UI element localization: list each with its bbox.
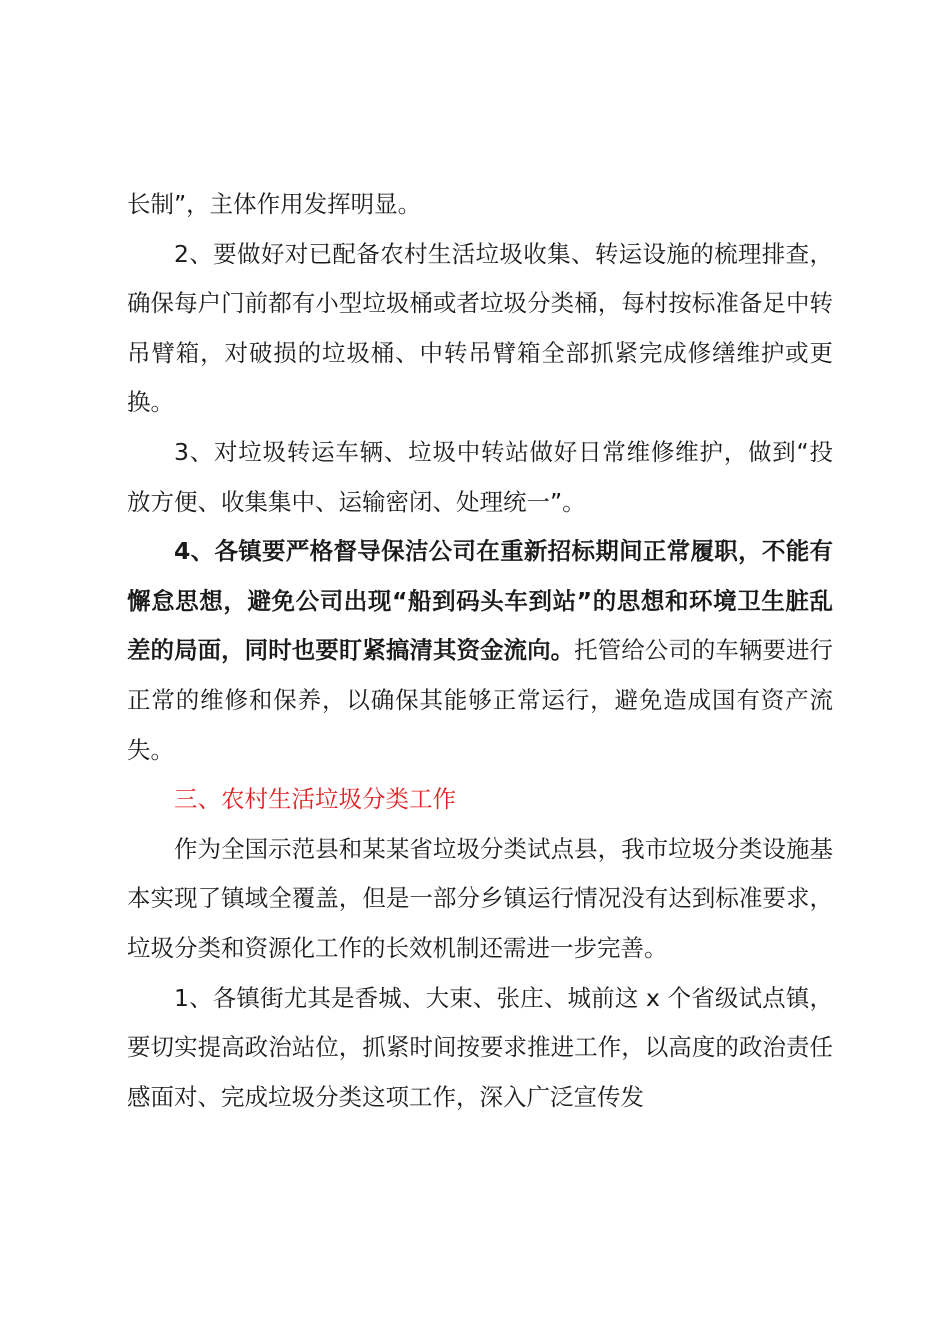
paragraph-item-4-regular: 托管给公司的车辆要进行正常的维修和保养，以确保其能够正常运行，避免造成国有资产流失。 — [127, 636, 834, 764]
paragraph-section-item-1: 1、各镇街尤其是香城、大束、张庄、城前这 x 个省级试点镇，要切实提高政治站位，抓紧时间按要求推进工作，以高度的政治责任感面对、完成垃圾分类这项工作，深入广泛宣传发 — [127, 983, 833, 1111]
paragraph-continuation: 长制”，主体作用发挥明显。 — [127, 190, 422, 218]
section-heading-3: 三、农村生活垃圾分类工作 — [174, 785, 456, 814]
paragraph-item-4 — [127, 527, 833, 775]
paragraph-item-4-bold: 4、各镇要严格督导保洁公司在重新招标期间正常履职，不能有懈怠思想，避免公司出现“船到码头车到站”的思想和环境卫生脏乱差的局面，同时也要盯紧搞清其资金流向。 — [127, 537, 833, 665]
paragraph-item-2: 2、要做好对已配备农村生活垃圾收集、转运设施的梳理排查，确保每户门前都有小型垃圾桶或者垃圾分类桶，每村按标准备足中转吊臂箱，对破损的垃圾桶、中转吊臂箱全部抓紧完成修缮维护或更换。 — [127, 239, 833, 417]
paragraph-item-3: 3、对垃圾转运车辆、垃圾中转站做好日常维修维护，做到“投放方便、收集集中、运输密闭、处理统一”。 — [127, 437, 833, 516]
paragraph-section-intro: 作为全国示范县和某某省垃圾分类试点县，我市垃圾分类设施基本实现了镇域全覆盖，但是一部分乡镇运行情况没有达到标准要求，垃圾分类和资源化工作的长效机制还需进一步完善。 — [127, 834, 833, 962]
document-page — [127, 180, 833, 1122]
